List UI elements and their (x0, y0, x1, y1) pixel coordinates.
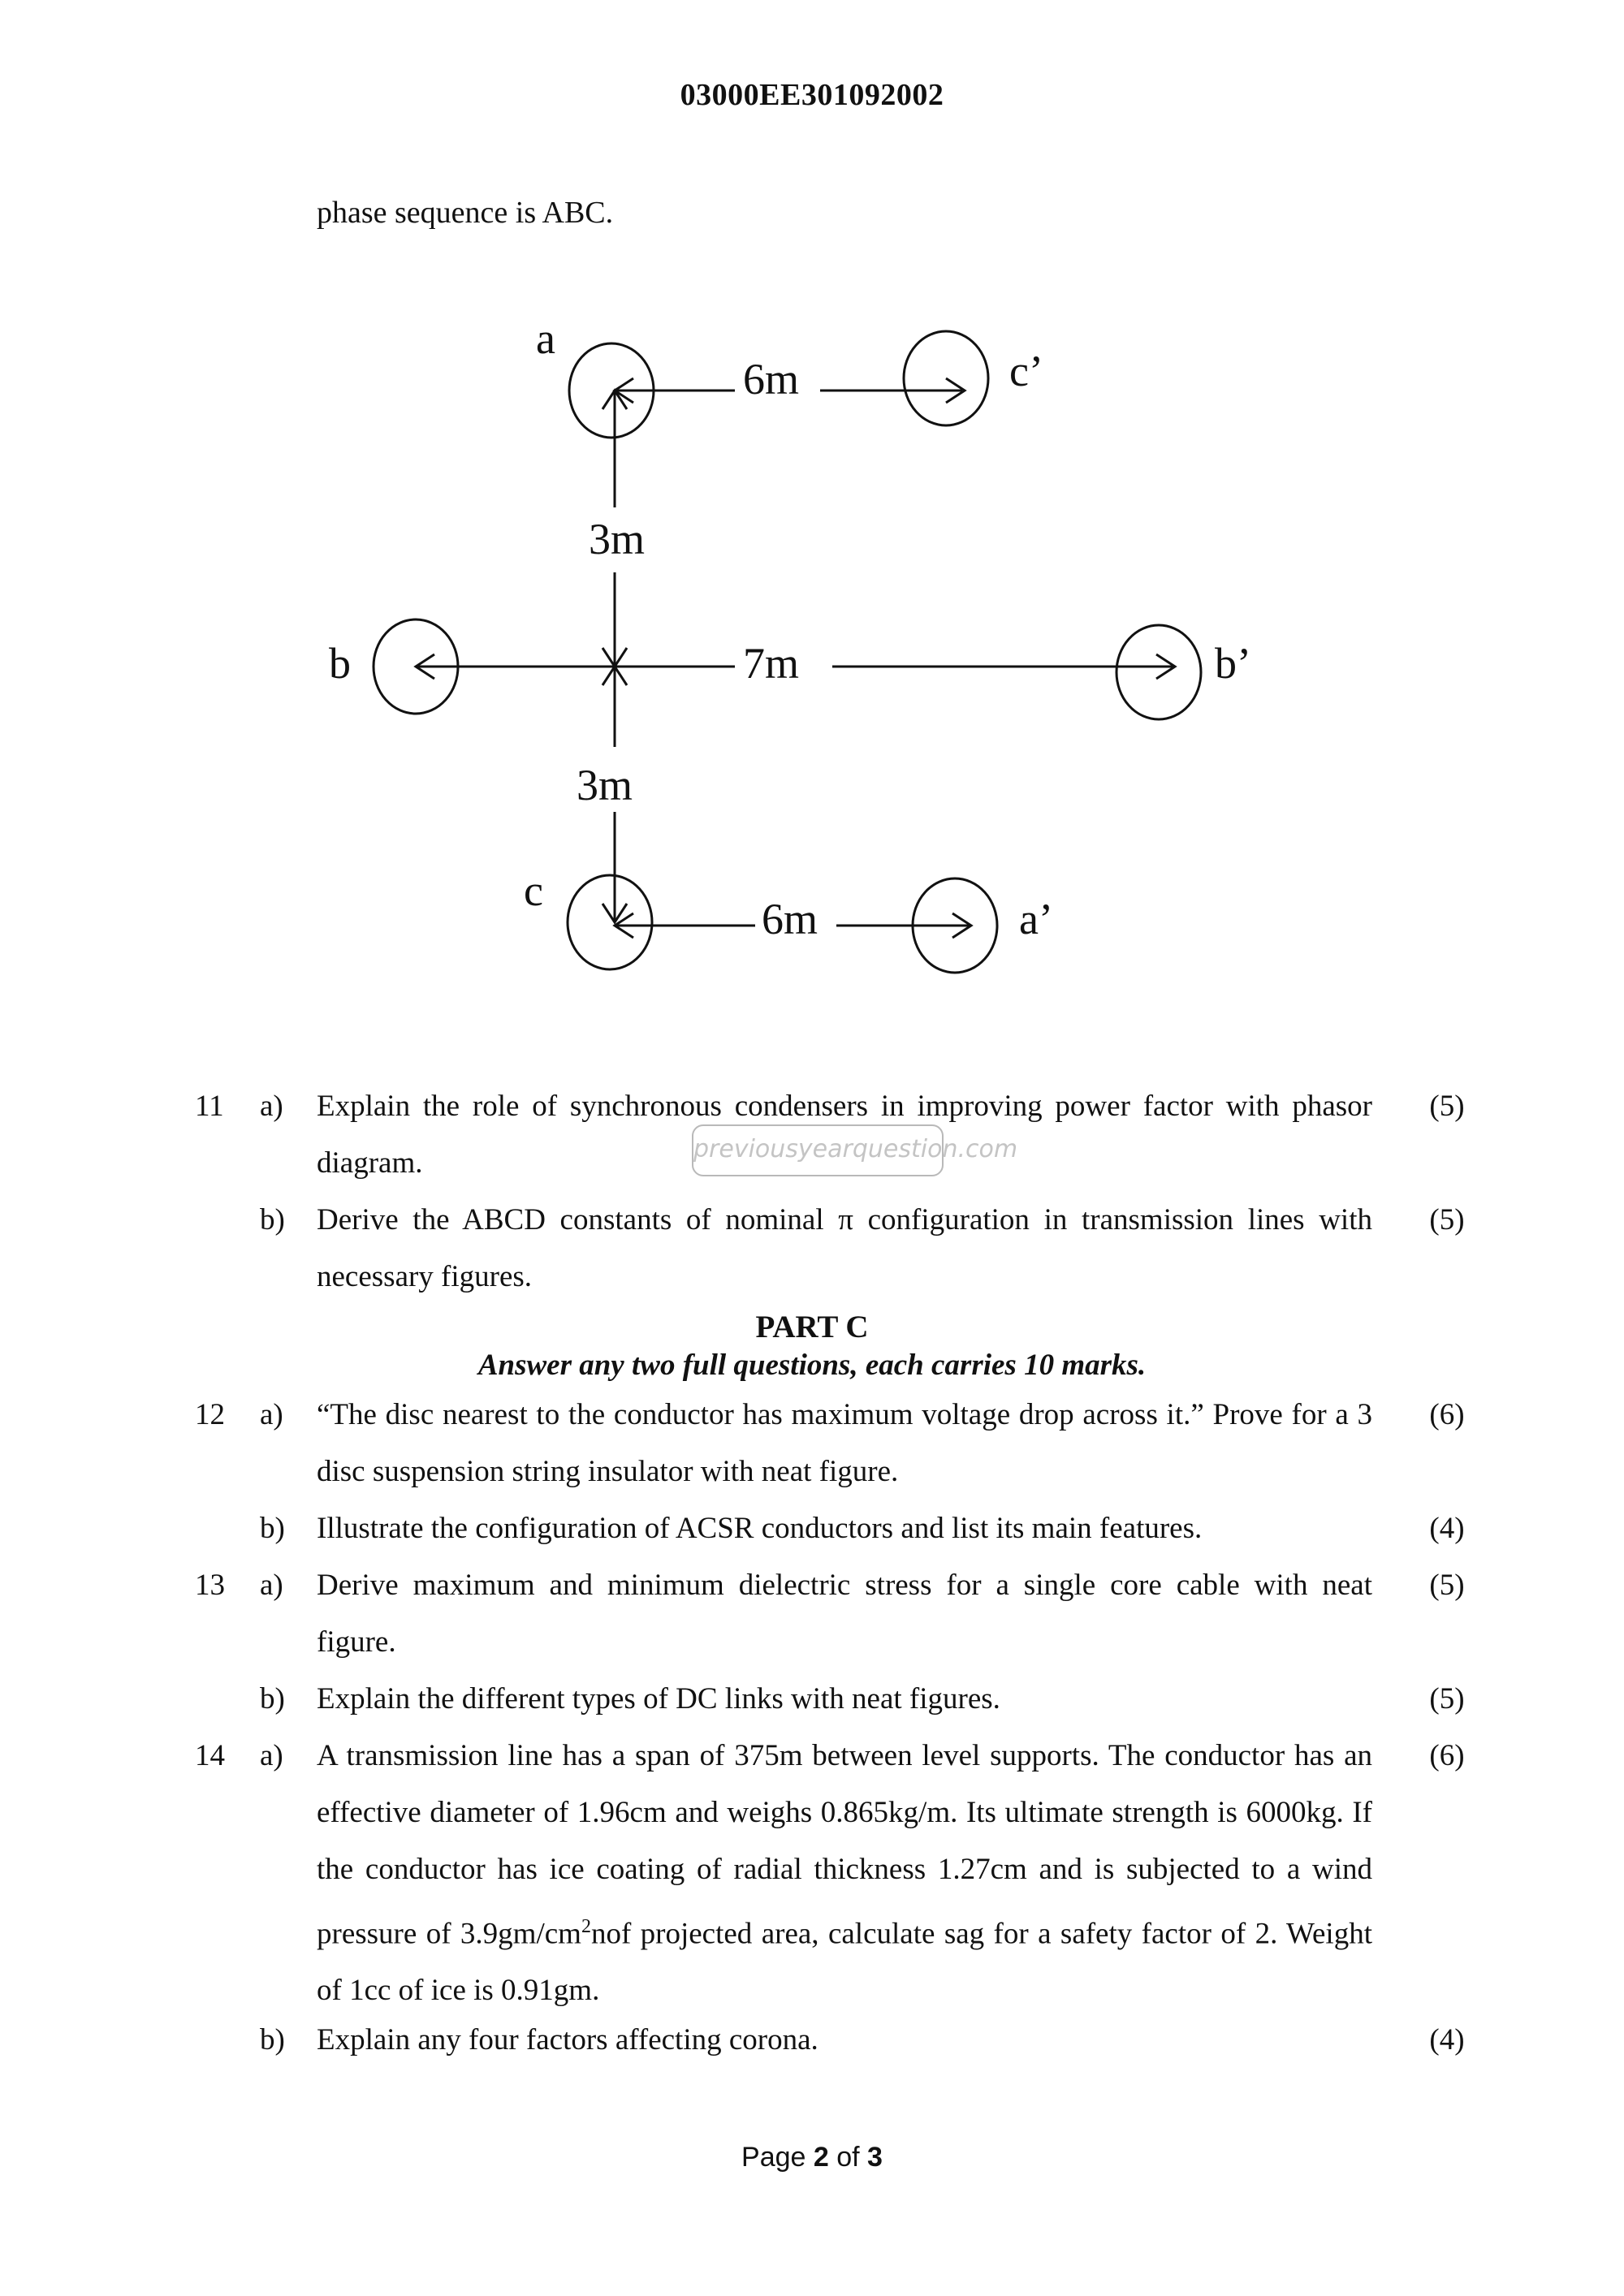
question-marks: (5) (1429, 1203, 1465, 1236)
question-number: 11 (195, 1090, 224, 1123)
question-text: Explain the different types of DC links with neat figures. (317, 1682, 1000, 1716)
question-marks: (6) (1429, 1739, 1465, 1772)
label-b-prime: b’ (1215, 639, 1251, 688)
paper-code: 03000EE301092002 (680, 78, 944, 112)
question-part: a) (260, 1090, 283, 1123)
question-text: Explain any four factors affecting corona. (317, 2023, 818, 2056)
question-number: 12 (195, 1398, 225, 1431)
conductor-c (568, 875, 652, 969)
label-b: b (329, 639, 351, 688)
distance-bottom: 6m (762, 895, 818, 943)
question-number: 13 (195, 1569, 225, 1602)
question-marks: (6) (1429, 1398, 1465, 1431)
question-marks: (4) (1429, 2023, 1465, 2056)
question-text: Illustrate the configuration of ACSR conductors and list its main features. (317, 1512, 1203, 1545)
question-text: Derive the ABCD constants of nominal π configuration in transmission lines with necessary figures. (317, 1203, 1372, 1293)
part-c-title: PART C (755, 1310, 869, 1344)
question-part: b) (260, 2023, 285, 2056)
question-text: A transmission line has a span of 375m between level supports. The conductor has an effective diameter of 1.96cm and weighs 0.865kg/m. Its ultimate strength is 6000kg. If the conductor has ice coating of radial thickness 1.27cm and is subjected to a wind pressure of $3.9gm/cm^2nof$ projected area, calculate sag for a safety factor of 2. Weight of 1cc of ice is 0.91gm. (317, 1739, 1372, 2008)
question-part: a) (260, 1739, 283, 1772)
distance-middle: 7m (743, 639, 800, 688)
intro-text: phase sequence is ABC. (317, 196, 614, 230)
distance-lower-vertical: 3m (577, 761, 633, 809)
distance-upper-vertical: 3m (589, 515, 646, 563)
page-footer: Page 2 of 3 (741, 2142, 883, 2173)
label-a-prime: a’ (1019, 895, 1053, 943)
question-marks: (5) (1429, 1090, 1465, 1123)
label-c: c (524, 866, 543, 915)
question-number: 14 (195, 1739, 225, 1772)
question-part: a) (260, 1398, 283, 1431)
label-c-prime: c’ (1009, 347, 1043, 395)
question-marks: (5) (1429, 1682, 1465, 1716)
question-text: Explain the role of synchronous condensers in improving power factor with phasor diagram. (317, 1090, 1372, 1180)
question-text: Derive maximum and minimum dielectric stress for a single core cable with neat figure. (317, 1569, 1372, 1659)
part-c-instruction: Answer any two full questions, each carries 10 marks. (477, 1349, 1147, 1382)
conductor-diagram (0, 0, 1624, 1055)
question-marks: (4) (1429, 1512, 1465, 1545)
distance-top: 6m (743, 355, 800, 404)
question-part: b) (260, 1512, 285, 1545)
watermark: previousyearquestion.com (692, 1124, 944, 1176)
question-part: b) (260, 1682, 285, 1716)
conductor-b-prime (1116, 625, 1201, 719)
question-part: a) (260, 1569, 283, 1602)
question-part: b) (260, 1203, 285, 1236)
question-marks: (5) (1429, 1569, 1465, 1602)
label-a: a (536, 314, 555, 363)
question-text: “The disc nearest to the conductor has maximum voltage drop across it.” Prove for a 3 disc suspension string insulator with neat figure. (317, 1398, 1372, 1488)
